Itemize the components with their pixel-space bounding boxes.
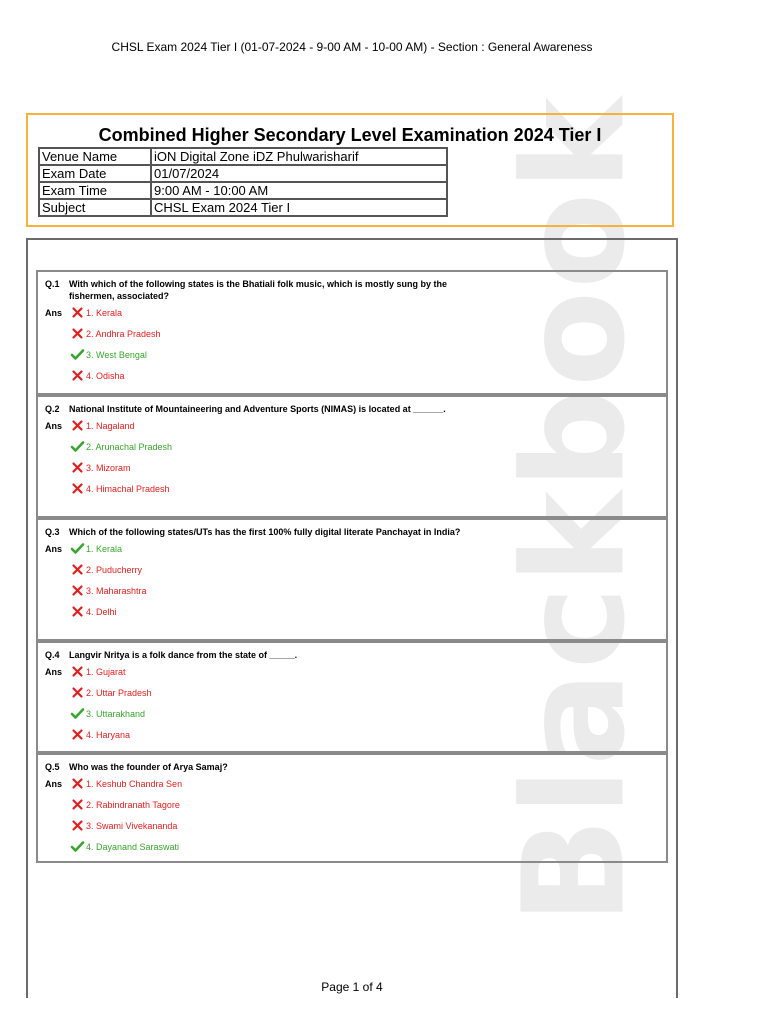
info-key: Venue Name	[39, 148, 151, 165]
cross-icon	[70, 420, 84, 432]
exam-info-table	[38, 147, 448, 217]
cross-icon	[70, 778, 84, 790]
option-text: 2. Andhra Pradesh	[86, 328, 161, 339]
check-icon	[70, 543, 84, 555]
check-icon	[70, 349, 84, 361]
cross-icon	[70, 606, 84, 618]
ans-label: Ans	[45, 778, 63, 789]
option-text: 4. Odisha	[86, 370, 125, 381]
question-row	[38, 649, 666, 661]
question-number: Q.2	[45, 404, 60, 414]
option-text: 3. Maharashtra	[86, 585, 147, 596]
check-icon	[70, 708, 84, 720]
option-text: 4. Delhi	[86, 606, 117, 617]
option-row	[38, 323, 666, 344]
page-footer: Page 1 of 4	[321, 980, 383, 994]
question-text: Who was the founder of Arya Samaj?	[69, 762, 228, 772]
option-text: 4. Haryana	[86, 729, 131, 740]
ans-label: Ans	[45, 420, 63, 431]
question-row	[38, 278, 666, 302]
info-key: Exam Date	[39, 165, 151, 182]
option-row	[38, 794, 666, 815]
cross-icon	[70, 585, 84, 597]
option-text: 2. Rabindranath Tagore	[86, 799, 180, 810]
cross-icon	[70, 564, 84, 576]
option-row	[38, 365, 666, 386]
option-row	[38, 601, 666, 622]
option-row	[38, 682, 666, 703]
info-key: Subject	[39, 199, 151, 216]
option-row	[38, 661, 666, 682]
cross-icon	[70, 820, 84, 832]
ans-label: Ans	[45, 307, 63, 318]
option-text: 3. Mizoram	[86, 462, 131, 473]
question-block	[36, 641, 668, 753]
option-row	[38, 302, 666, 323]
option-text: 1. Gujarat	[86, 666, 126, 677]
exam-title: Combined Higher Secondary Level Examination 2024 Tier I	[98, 125, 602, 145]
cross-icon	[70, 666, 84, 678]
option-text: 1. Kerala	[86, 307, 123, 318]
option-text: 1. Kerala	[86, 543, 123, 554]
question-number: Q.1	[45, 279, 60, 289]
option-row	[38, 478, 666, 499]
option-row	[38, 724, 666, 745]
cross-icon	[70, 462, 84, 474]
info-row	[39, 148, 447, 165]
option-text: 2. Arunachal Pradesh	[86, 441, 173, 452]
question-row	[38, 403, 666, 415]
cross-icon	[70, 729, 84, 741]
option-text: 1. Nagaland	[86, 420, 135, 431]
info-value: 01/07/2024	[151, 165, 447, 182]
question-block	[36, 753, 668, 863]
exam-info-box	[26, 113, 674, 227]
option-row	[38, 415, 666, 436]
ans-label: Ans	[45, 543, 63, 554]
option-row	[38, 436, 666, 457]
question-number: Q.3	[45, 527, 60, 537]
option-row	[38, 559, 666, 580]
option-row	[38, 457, 666, 478]
option-row	[38, 344, 666, 365]
question-number: Q.4	[45, 650, 60, 660]
option-text: 4. Himachal Pradesh	[86, 483, 170, 494]
option-row	[38, 703, 666, 724]
page-header: CHSL Exam 2024 Tier I (01-07-2024 - 9-00 AM - 10-00 AM) - Section : General Awareness	[111, 40, 593, 54]
cross-icon	[70, 307, 84, 319]
option-text: 2. Uttar Pradesh	[86, 687, 152, 698]
option-text: 3. West Bengal	[86, 349, 147, 360]
option-text: 4. Dayanand Saraswati	[86, 841, 180, 852]
option-text: 3. Swami Vivekananda	[86, 820, 178, 831]
info-row	[39, 165, 447, 182]
question-row	[38, 526, 666, 538]
cross-icon	[70, 687, 84, 699]
question-block	[36, 395, 668, 518]
info-value: iON Digital Zone iDZ Phulwarisharif	[151, 148, 447, 165]
info-row	[39, 199, 447, 216]
question-text: With which of the following states is the Bhatiali folk music, which is mostly sung by the fishermen, associated?	[69, 279, 447, 301]
option-row	[38, 538, 666, 559]
cross-icon	[70, 799, 84, 811]
option-text: 3. Uttarakhand	[86, 708, 146, 719]
option-row	[38, 836, 666, 857]
option-row	[38, 773, 666, 794]
cross-icon	[70, 328, 84, 340]
option-row	[38, 580, 666, 601]
check-icon	[70, 441, 84, 453]
question-text: Which of the following states/UTs has the first 100% fully digital literate Panchayat in India?	[69, 527, 461, 537]
question-row	[38, 761, 666, 773]
ans-label: Ans	[45, 666, 63, 677]
question-number: Q.5	[45, 762, 60, 772]
question-text: Langvir Nritya is a folk dance from the state of _____.	[69, 650, 298, 660]
option-text: 1. Keshub Chandra Sen	[86, 778, 183, 789]
check-icon	[70, 841, 84, 853]
info-value: 9:00 AM - 10:00 AM	[151, 182, 447, 199]
info-key: Exam Time	[39, 182, 151, 199]
info-value: CHSL Exam 2024 Tier I	[151, 199, 447, 216]
question-block	[36, 270, 668, 395]
question-text: National Institute of Mountaineering and Adventure Sports (NIMAS) is located at ______.	[69, 404, 446, 414]
option-text: 2. Puducherry	[86, 564, 143, 575]
option-row	[38, 815, 666, 836]
info-row	[39, 182, 447, 199]
watermark-text: Blackbook	[493, 95, 657, 925]
cross-icon	[70, 370, 84, 382]
cross-icon	[70, 483, 84, 495]
question-list	[36, 270, 668, 863]
question-block	[36, 518, 668, 641]
